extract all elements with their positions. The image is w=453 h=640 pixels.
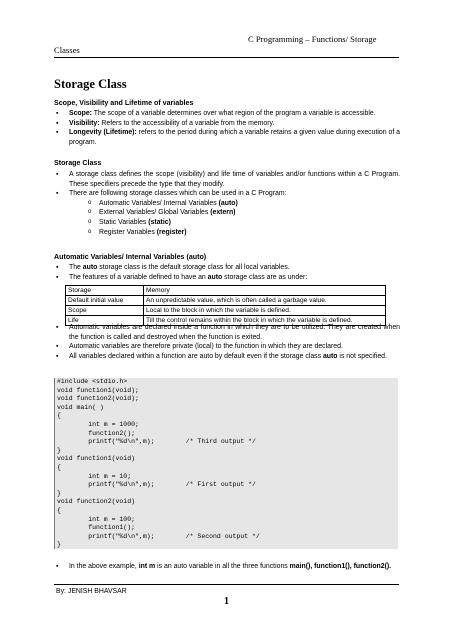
text: storage class are as under:	[222, 273, 308, 281]
scope-list	[54, 109, 400, 147]
term: Longevity (Lifetime):	[69, 129, 137, 137]
list-item	[54, 128, 400, 147]
keyword: auto	[322, 352, 338, 360]
footer-author: By: JENISH BHAVSAR	[56, 588, 127, 595]
table-row	[66, 306, 386, 316]
auto-list-bottom	[54, 323, 400, 361]
table-cell: Life	[66, 316, 144, 326]
class-keyword: (extern)	[210, 209, 236, 217]
table-cell: Scope	[66, 306, 144, 316]
section-heading-auto: Automatic Variables/ Internal Variables (auto)	[54, 253, 207, 261]
sublist-item	[69, 208, 400, 218]
class-keyword: (register)	[156, 228, 187, 236]
keyword: int m	[138, 563, 156, 570]
auto-list-top	[54, 263, 400, 282]
class-name: External Variables/ Global Variables	[99, 209, 211, 217]
summary-list	[54, 562, 400, 572]
footer-rule	[54, 584, 399, 585]
definition: Refers to the accessibility of a variable from the memory.	[99, 119, 275, 127]
section-heading-storage-class: Storage Class	[54, 159, 102, 167]
code-listing: #include <stdio.h> void function1(void); void function2(void); void main( ) { int m = 1000; function2(); printf("%d\n",m); /* Third output */ } void function1(void) { int m = 10; printf("%d\n",m); /* First output */ } void function2(void) { int m = 100; function1(); printf("%d\n",m); /* Second output */ }	[54, 378, 398, 549]
keyword: auto	[82, 264, 98, 271]
table-cell: Storage	[66, 286, 144, 296]
sublist-item	[69, 218, 400, 228]
class-keyword: (static)	[148, 218, 171, 226]
list-item	[54, 352, 400, 362]
list-item-text: There are following storage classes which can be used in a C Program:	[69, 190, 287, 198]
text: storage class is the default storage class for all local variables.	[97, 264, 290, 271]
class-name: Static Variables	[99, 218, 149, 226]
table-row	[66, 296, 386, 306]
table-cell: Local to the block in which the variable is defined.	[144, 306, 386, 316]
class-name: Automatic Variables/ Internal Variables	[99, 199, 219, 207]
list-item	[54, 189, 400, 237]
page-number: 1	[224, 596, 229, 607]
text: is an auto variable in all the three functions	[155, 563, 290, 570]
term: Visibility:	[69, 119, 100, 127]
text: is not specified.	[337, 352, 387, 360]
table-cell: An unpredictable value, which is often called a garbage value.	[144, 296, 386, 306]
keyword: auto	[207, 273, 223, 281]
text: In the above example,	[69, 563, 139, 570]
storage-class-list	[54, 170, 400, 237]
table-cell: Till the control remains within the block in which the variable is defined.	[144, 316, 386, 326]
sublist-item	[69, 228, 400, 238]
class-name: Register Variables	[99, 228, 157, 236]
list-item	[54, 562, 400, 572]
text: The features of a variable defined to have an	[69, 273, 208, 281]
class-keyword: (auto)	[218, 199, 238, 207]
table-row	[66, 286, 386, 296]
list-item	[54, 109, 400, 119]
definition: The scope of a variable determines over what region of the program a variable is accessible.	[91, 110, 376, 117]
auto-features-table	[65, 285, 386, 326]
page-title: Storage Class	[54, 77, 127, 91]
text: The	[69, 264, 83, 271]
running-header-continuation: Classes	[54, 45, 80, 55]
list-item: ▪ Automatic variables are therefore private (local) to the function in which they are declared.	[54, 342, 400, 352]
table-cell: Memory	[144, 286, 386, 296]
list-item	[54, 119, 400, 129]
text: All variables declared within a function are auto by default even if the storage class	[69, 352, 323, 360]
sublist-item	[69, 199, 400, 209]
list-item: ▪ Automatic variables are declared inside a function in which they are to be utilized. They are created when the function is called and destroyed when the function is exited.	[54, 323, 400, 342]
term: Scope:	[69, 110, 92, 117]
list-item	[54, 273, 400, 283]
storage-class-sublist	[69, 199, 400, 237]
running-header-title: C Programming – Functions/ Storage	[248, 34, 377, 44]
definition: refers to the period during which a variable retains a given value during execution of a program.	[69, 129, 400, 146]
list-item: ▪ A storage class defines the scope (visibility) and life time of variables and/or functions within a C Program. These specifiers precede the type that they modify.	[54, 170, 400, 189]
table-cell: Default initial value	[66, 296, 144, 306]
section-heading-scope: Scope, Visibility and Lifetime of variables	[54, 99, 194, 107]
header-rule	[54, 57, 399, 58]
keyword: main(), function1(), function2().	[289, 563, 392, 570]
list-item	[54, 263, 400, 273]
